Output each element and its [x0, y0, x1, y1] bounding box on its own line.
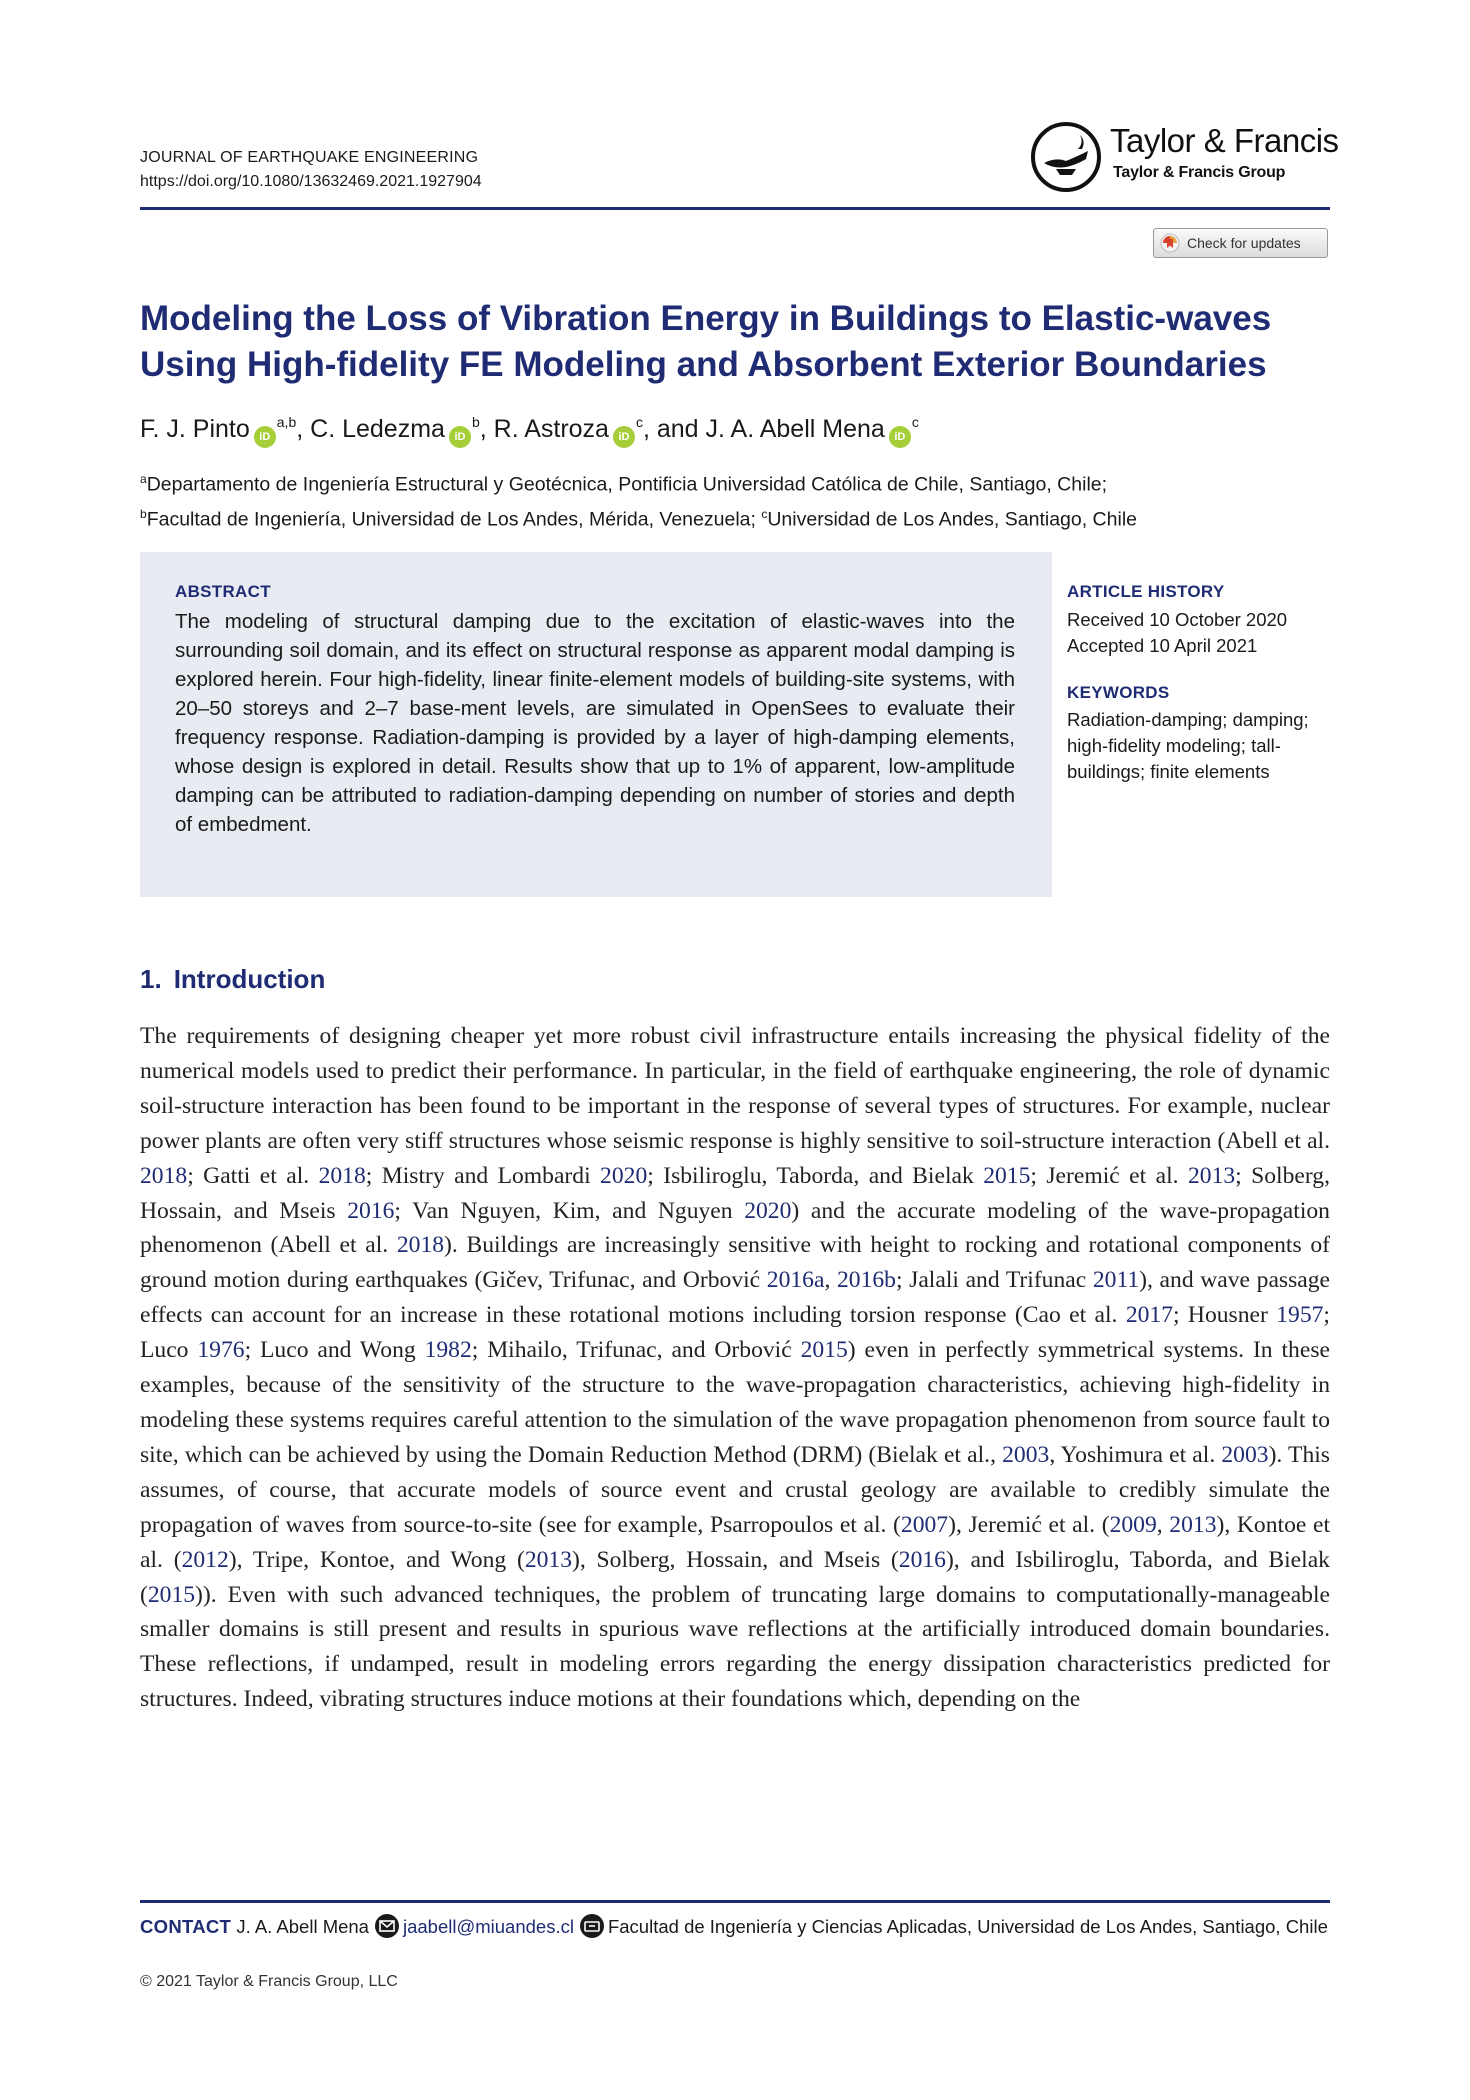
citation-link[interactable]: 2017	[1125, 1302, 1173, 1329]
body-text-run: ; Gatti et al.	[187, 1162, 319, 1189]
author-affiliation-mark: b	[471, 414, 480, 430]
citation-link[interactable]: 2016b	[836, 1267, 896, 1294]
body-text-run: ) and the accurate modeling of the wave-propagation phenomenon (Abell et al.	[140, 1197, 1330, 1259]
body-text-run: ; Mihailo, Trifunac, and Orbović	[471, 1337, 801, 1364]
title-line-2: Using High-fidelity FE Modeling and Absorbent Exterior Boundaries	[140, 345, 1267, 384]
affiliation-b: Facultad de Ingeniería, Universidad de Los Andes, Mérida, Venezuela;	[146, 508, 756, 530]
body-text-run: ), and wave passage effects can account for an increase in these rotational motions including torsion response (Cao et al.	[140, 1267, 1331, 1329]
body-text-run: ), Kontoe et al. (	[140, 1511, 1330, 1573]
oil-lamp-icon	[1030, 121, 1102, 193]
citation-link[interactable]: 2007	[900, 1511, 949, 1538]
orcid-icon[interactable]: iD	[613, 426, 635, 448]
body-text-run: ; Jalali and Trifunac	[895, 1267, 1093, 1294]
abstract-heading: ABSTRACT	[175, 582, 271, 601]
citation-link[interactable]: 2016a	[766, 1267, 825, 1294]
affiliation-a: Departamento de Ingeniería Estructural y Geotécnica, Pontificia Universidad Católica de Chile, Santiago, Chile;	[146, 473, 1108, 496]
citation-link[interactable]: 1957	[1276, 1302, 1324, 1329]
citation-link[interactable]: 2018	[396, 1232, 445, 1259]
contact-label: CONTACT	[140, 1916, 232, 1937]
body-text-run: ), Solberg, Hossain, and Mseis (	[572, 1546, 899, 1573]
author-name[interactable]: R. Astroza	[493, 415, 609, 443]
citation-link[interactable]: 2013	[1169, 1511, 1217, 1538]
footer-rule	[140, 1900, 1330, 1903]
body-text-run: )). Even with such advanced techniques, the problem of truncating large domains to computationally-manageable smaller domains is still present and results in spurious wave reflections at the artificially introduced domain boundaries. These reflections, if undamped, result in modeling errors regarding the energy dissipation characteristics predicted for structures. Indeed, vibrating structures induce motions at their foundations which, depending on the	[140, 1581, 1330, 1713]
citation-link[interactable]: 2003	[1002, 1441, 1050, 1468]
copyright-notice: © 2021 Taylor & Francis Group, LLC	[140, 1973, 398, 1990]
author-separator: , and	[642, 415, 706, 443]
body-text-run: ; Jeremić et al.	[1030, 1162, 1188, 1189]
citation-link[interactable]: 2018	[318, 1162, 366, 1189]
body-text-run: ). This assumes, of course, that accurate models of source event and crustal geology are available to credibly simulate the propagation of waves from source-to-site (see for example, Psarropoulos et al. (	[140, 1441, 1330, 1538]
email-icon	[375, 1914, 399, 1938]
citation-link[interactable]: 1982	[424, 1337, 472, 1364]
check-updates-icon	[1160, 233, 1180, 253]
citation-link[interactable]: 2012	[181, 1546, 229, 1573]
body-text-run: ; Van Nguyen, Kim, and Nguyen	[394, 1197, 745, 1224]
author-affiliation-mark: c	[635, 414, 643, 430]
orcid-icon[interactable]: iD	[889, 426, 911, 448]
title-line-1: Modeling the Loss of Vibration Energy in Buildings to Elastic-waves	[140, 299, 1272, 338]
publisher-logo[interactable]	[1030, 118, 1340, 196]
publisher-name: Taylor & Francis	[1110, 122, 1339, 159]
contact-email[interactable]: jaabell@miuandes.cl	[402, 1916, 574, 1937]
body-text-run: ,	[1156, 1511, 1170, 1538]
citation-link[interactable]: 1976	[197, 1337, 245, 1364]
body-text-run: ; Mistry and Lombardi	[365, 1162, 601, 1189]
citation-link[interactable]: 2011	[1092, 1267, 1140, 1294]
contact-info	[140, 1913, 1330, 1941]
affiliations	[140, 465, 1340, 534]
received-date: Received 10 October 2020	[1067, 609, 1288, 630]
author-name[interactable]: J. A. Abell Mena	[705, 415, 885, 443]
affiliation-c: Universidad de Los Andes, Santiago, Chile	[767, 508, 1137, 530]
article-title	[140, 296, 1340, 388]
citation-link[interactable]: 2015	[983, 1162, 1031, 1189]
contact-address: Facultad de Ingeniería y Ciencias Aplicadas, Universidad de Los Andes, Santiago, Chile	[607, 1916, 1328, 1937]
affiliation-mark-b: b	[140, 506, 147, 521]
citation-link[interactable]: 2013	[524, 1546, 572, 1573]
citation-link[interactable]: 2015	[147, 1581, 196, 1608]
article-history	[1067, 607, 1337, 659]
affiliation-mark-a: a	[140, 472, 147, 486]
author-list	[140, 405, 1340, 448]
body-text-run: ; Luco	[140, 1302, 1330, 1364]
article-history-heading: ARTICLE HISTORY	[1067, 582, 1225, 601]
citation-link[interactable]: 2016	[898, 1546, 946, 1573]
body-text-run: ) even in perfectly symmetrical systems. In these examples, because of the sensitivity of the structure to the wave-propagation characteristics, achieving high-fidelity in modeling these systems requires careful attention to the simulation of the wave propagation phenomenon from source fault to site, which can be achieved by using the Domain Reduction Method (DRM) (Bielak et al.,	[140, 1337, 1330, 1468]
journal-name: JOURNAL OF EARTHQUAKE ENGINEERING	[140, 149, 479, 166]
publisher-group: Taylor & Francis Group	[1113, 164, 1286, 181]
check-updates-label: Check for updates	[1187, 235, 1301, 251]
author-name[interactable]: F. J. Pinto	[140, 415, 250, 443]
author-affiliation-mark: a,b	[276, 414, 297, 430]
author-separator: ,	[479, 415, 494, 443]
keywords-list: Radiation-damping; damping; high-fidelity modeling; tall-buildings; finite elements	[1067, 709, 1309, 782]
accepted-date: Accepted 10 April 2021	[1067, 635, 1258, 656]
section-number: 1.	[140, 964, 162, 994]
body-text-run: ; Solberg, Hossain, and Mseis	[140, 1162, 1331, 1224]
body-text-run: ; Housner	[1173, 1302, 1277, 1329]
abstract-text: The modeling of structural damping due to the excitation of elastic-waves into the surrounding soil domain, and its effect on structural response as apparent modal damping is explored herein. Four high-fidelity, linear finite-element models of building-site systems, with 20–50 storeys and 2–7 base-ment levels, are simulated in OpenSees to evaluate their frequency response. Radiation-damping is provided by a layer of high-damping elements, whose design is explored in detail. Results show that up to 1% of apparent, low-amplitude damping can be attributed to radiation-damping depending on number of stories and depth of embedment.	[175, 610, 1015, 836]
body-text-run: ), and Isbiliroglu, Taborda, and Bielak (	[140, 1546, 1330, 1608]
body-text-run: ), Tripe, Kontoe, and Wong (	[228, 1546, 525, 1573]
orcid-icon[interactable]: iD	[254, 426, 276, 448]
citation-link[interactable]: 2020	[744, 1197, 792, 1224]
check-for-updates-button[interactable]	[1153, 228, 1328, 258]
contact-name: J. A. Abell Mena	[236, 1916, 369, 1937]
body-text-run: ,	[824, 1267, 837, 1294]
orcid-icon[interactable]: iD	[449, 426, 471, 448]
address-icon	[580, 1914, 604, 1938]
citation-link[interactable]: 2018	[140, 1162, 188, 1189]
citation-link[interactable]: 2003	[1221, 1441, 1269, 1468]
body-text-run: ). Buildings are increasingly sensitive with height to rocking and rotational components of ground motion during earthquakes (Gičev, Trifunac, and Orbović	[140, 1232, 1330, 1294]
citation-link[interactable]: 2015	[800, 1337, 848, 1364]
body-text-run: The requirements of designing cheaper yet more robust civil infrastructure entails increasing the physical fidelity of the numerical models used to predict their performance. In particular, in the field of earthquake engineering, the role of dynamic soil-structure interaction has been found to be important in the response of several types of structures. For example, nuclear power plants are often very stiff structures whose seismic response is highly sensitive to soil-structure interaction (Abell et al.	[140, 1023, 1330, 1154]
citation-link[interactable]: 2016	[347, 1197, 395, 1224]
body-text-run: , Yoshimura et al.	[1049, 1441, 1222, 1468]
citation-link[interactable]: 2020	[600, 1162, 648, 1189]
body-paragraph	[140, 1019, 1330, 1717]
citation-link[interactable]: 2009	[1109, 1511, 1157, 1538]
author-affiliation-mark: c	[911, 414, 919, 430]
body-text-run: ), Jeremić et al. (	[948, 1511, 1110, 1538]
author-separator: ,	[296, 415, 311, 443]
affiliation-mark-c: c	[761, 506, 768, 521]
body-text-run: ; Luco and Wong	[244, 1337, 425, 1364]
author-name[interactable]: C. Ledezma	[310, 415, 445, 443]
keywords-heading: KEYWORDS	[1067, 683, 1170, 702]
body-text-run: ; Isbiliroglu, Taborda, and Bielak	[647, 1162, 984, 1189]
header-rule	[140, 207, 1330, 210]
doi-link[interactable]: https://doi.org/10.1080/13632469.2021.1927904	[140, 173, 482, 190]
citation-link[interactable]: 2013	[1187, 1162, 1236, 1189]
section-heading	[140, 964, 325, 995]
section-title: Introduction	[173, 964, 326, 994]
